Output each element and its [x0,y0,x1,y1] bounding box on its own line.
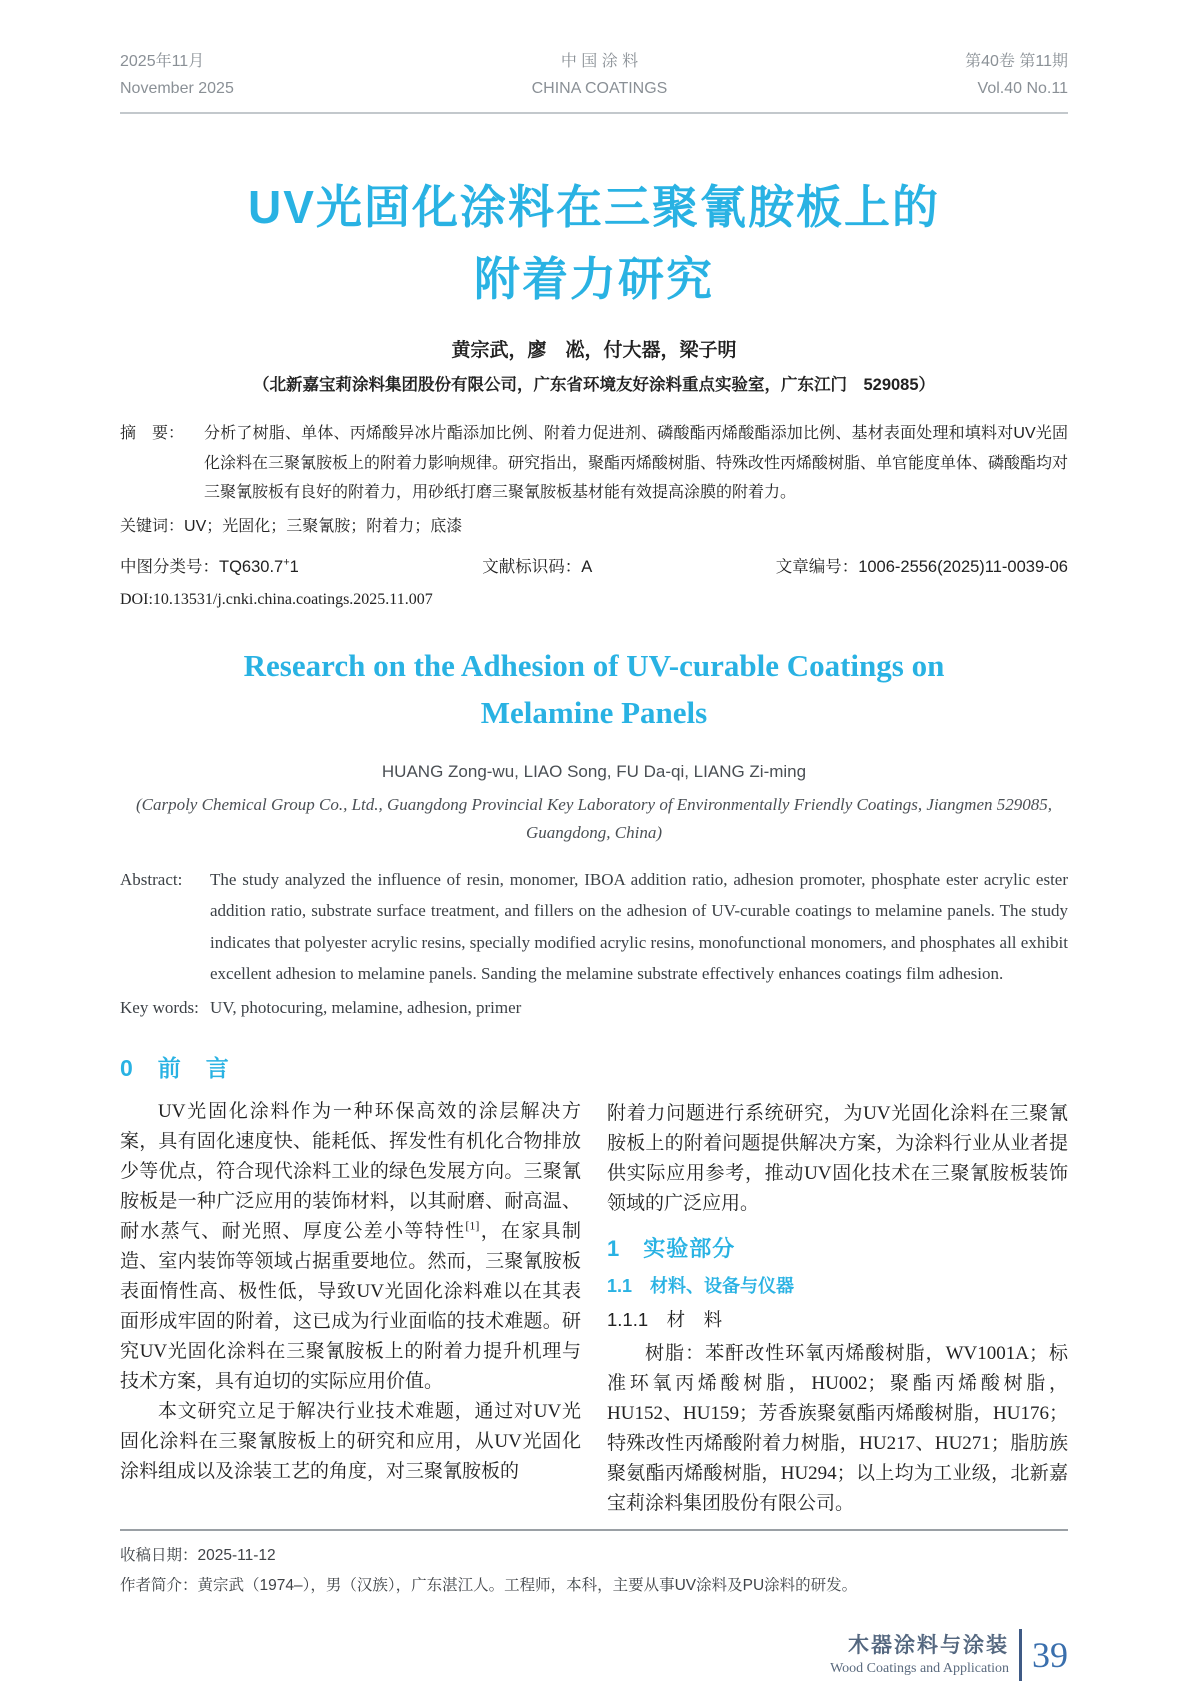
abstract-cn-label: 摘 要： [120,424,185,442]
affiliation-en: (Carpoly Chemical Group Co., Ltd., Guangdong Provincial Key Laboratory of Environmentally Friendly Coatings, Jiangmen 529085, Guangdong, China) [135,795,1053,842]
received-date: 2025-11-12 [197,1546,276,1564]
badge-titles [830,1632,1009,1677]
journal-badge [120,1629,1068,1681]
volume-issue-cn: 第40卷 第11期 [965,53,1068,70]
body-column-right [607,1054,1068,1519]
header-issue-date [120,48,234,102]
clc-subdivision: 1 [289,558,299,577]
page-number: 39 [1032,1635,1068,1676]
materials-paragraph: 树脂：苯酐改性环氧丙烯酸树脂，WV1001A；标准环氧丙烯酸树脂，HU002；聚酯丙烯酸树脂，HU152、HU159；芳香族聚氨酯丙烯酸树脂，HU176；特殊改性丙烯酸附着力树脂，HU217、HU271；脂肪族聚氨酯丙烯酸树脂，HU294；以上均为工业级，北新嘉宝莉涂料集团股份有限公司。 [607,1342,1068,1514]
footnote-received [120,1541,1068,1571]
authors-cn: 黄宗武，廖 凇，付大器，梁子明 [451,339,737,361]
section-heading-1: 1 实验部分 [607,1235,736,1261]
journal-header [120,48,1068,114]
section-heading-1-1: 1.1 材料、设备与仪器 [607,1275,795,1296]
keywords-en [120,992,1068,1023]
keywords-en-label: Key words: [120,998,199,1018]
section-heading-1-1-1: 1.1.1 材 料 [607,1308,723,1330]
article-id-value: 1006-2556(2025)11-0039-06 [858,558,1068,577]
issue-date-en: November 2025 [120,80,234,98]
header-volume-issue [965,48,1068,102]
document-code [482,553,592,577]
reference-marker-1: [1] [465,1218,480,1233]
title-en-line1: Research on the Adhesion of UV-curable Coatings on [243,648,945,684]
keywords-cn-label: 关键词： [120,517,185,535]
article-id [776,553,1068,577]
body-column-left [120,1054,581,1519]
journal-name-en: CHINA COATINGS [531,80,668,98]
clc-label: 中图分类号： [120,558,219,577]
clc-value: TQ630.7 [219,558,284,577]
title-cn-line1: UV光固化涂料在三聚氰胺板上的 [248,181,940,234]
abstract-cn-text: 分析了树脂、单体、丙烯酸异冰片酯添加比例、附着力促进剂、磷酸酯丙烯酸酯添加比例、基材表面处理和填料对UV光固化涂料在三聚氰胺板上的附着力影响规律。研究指出，聚酯丙烯酸树脂、特殊改性丙烯酸树脂、单官能度单体、磷酸酯均对三聚氰胺板有良好的附着力，用砂纸打磨三聚氰胺板基材能有效提高涂膜的附着力。 [204,424,1069,502]
abstract-en-label: Abstract: [120,869,183,889]
authors-en: HUANG Zong-wu, LIAO Song, FU Da-qi, LIANG Zi-ming [381,762,807,782]
section-heading-0: 0 前 言 [120,1054,230,1081]
affiliation-cn: （北新嘉宝莉涂料集团股份有限公司，广东省环境友好涂料重点实验室，广东江门 529085） [252,375,936,394]
title-cn-line2: 附着力研究 [474,252,714,305]
paragraph-text: ，在家具制造、室内装饰等领域占据重要地位。然而，三聚氰胺板表面惰性高、极性低，导致UV光固化涂料难以在其表面形成牢固的附着，这已成为行业面临的技术难题。研究UV光固化涂料在三聚氰胺板上的附着力提升机理与技术方案，具有迫切的实际应用价值。 [120,1220,581,1392]
clc-superscript: + [283,556,290,569]
footnote-divider [120,1529,1068,1531]
paragraph-text: UV光固化涂料作为一种环保高效的涂层解决方案，具有固化速度快、能耗低、挥发性有机化合物排放少等优点，符合现代涂料工业的绿色发展方向。三聚氰胺板是一种广泛应用的装饰材料，以其耐磨、耐高温、耐水蒸气、耐光照、厚度公差小等特性 [120,1100,581,1242]
intro-paragraph-2: 本文研究立足于解决行业技术难题，通过对UV光固化涂料在三聚氰胺板上的研究和应用，从UV光固化涂料组成以及涂装工艺的角度，对三聚氰胺板的 [120,1400,581,1482]
header-journal-name [532,48,668,102]
badge-title-cn: 木器涂料与涂装 [848,1634,1009,1658]
issue-date-cn: 2025年11月 [120,53,205,70]
page-title-en [120,643,1068,736]
title-en-line2: Melamine Panels [480,694,708,730]
received-label: 收稿日期： [120,1546,198,1564]
clc-number [120,553,299,577]
page-title-cn [120,172,1068,315]
article-id-label: 文章编号： [775,558,859,577]
doi: DOI:10.13531/j.cnki.china.coatings.2025.11.007 [120,591,433,609]
abstract-cn [120,419,1068,508]
badge-divider-bar [1019,1629,1022,1681]
badge-title-en: Wood Coatings and Application [830,1660,1009,1676]
document-code-label: 文献标识码： [482,558,582,577]
classification-row [120,553,1068,577]
abstract-en-text: The study analyzed the influence of resin, monomer, IBOA addition ratio, adhesion promoter, phosphate ester acrylic ester addition ratio, substrate surface treatment, and fillers on the adhesion of UV-curable coatings to melamine panels. The study indicates that polyester acrylic resins, specially modified acrylic resins, monofunctional monomers, and phosphates all exhibit excellent adhesion to melamine panels. Sanding the melamine substrate effectively enhances coatings film adhesion. [210,869,1068,984]
article-body [120,1054,1068,1519]
intro-paragraph-3: 附着力问题进行系统研究，为UV光固化涂料在三聚氰胺板上的附着问题提供解决方案，为涂料行业从业者提供实际应用参考，推动UV固化技术在三聚氰胺板装饰领域的广泛应用。 [607,1102,1068,1214]
document-code-value: A [581,558,593,577]
journal-name-cn: 中 国 涂 料 [560,53,639,70]
intro-paragraph-1 [120,1097,581,1397]
keywords-cn-text: UV；光固化；三聚氰胺；附着力；底漆 [184,517,463,535]
footnotes [120,1541,1068,1601]
footnote-author-bio: 作者简介：黄宗武（1974–），男（汉族），广东湛江人。工程师，本科，主要从事UV涂料及PU涂料的研发。 [120,1576,858,1594]
abstract-en [120,864,1068,990]
keywords-en-text: UV, photocuring, melamine, adhesion, primer [210,998,522,1018]
keywords-cn [120,512,1068,542]
volume-issue-en: Vol.40 No.11 [977,80,1068,98]
